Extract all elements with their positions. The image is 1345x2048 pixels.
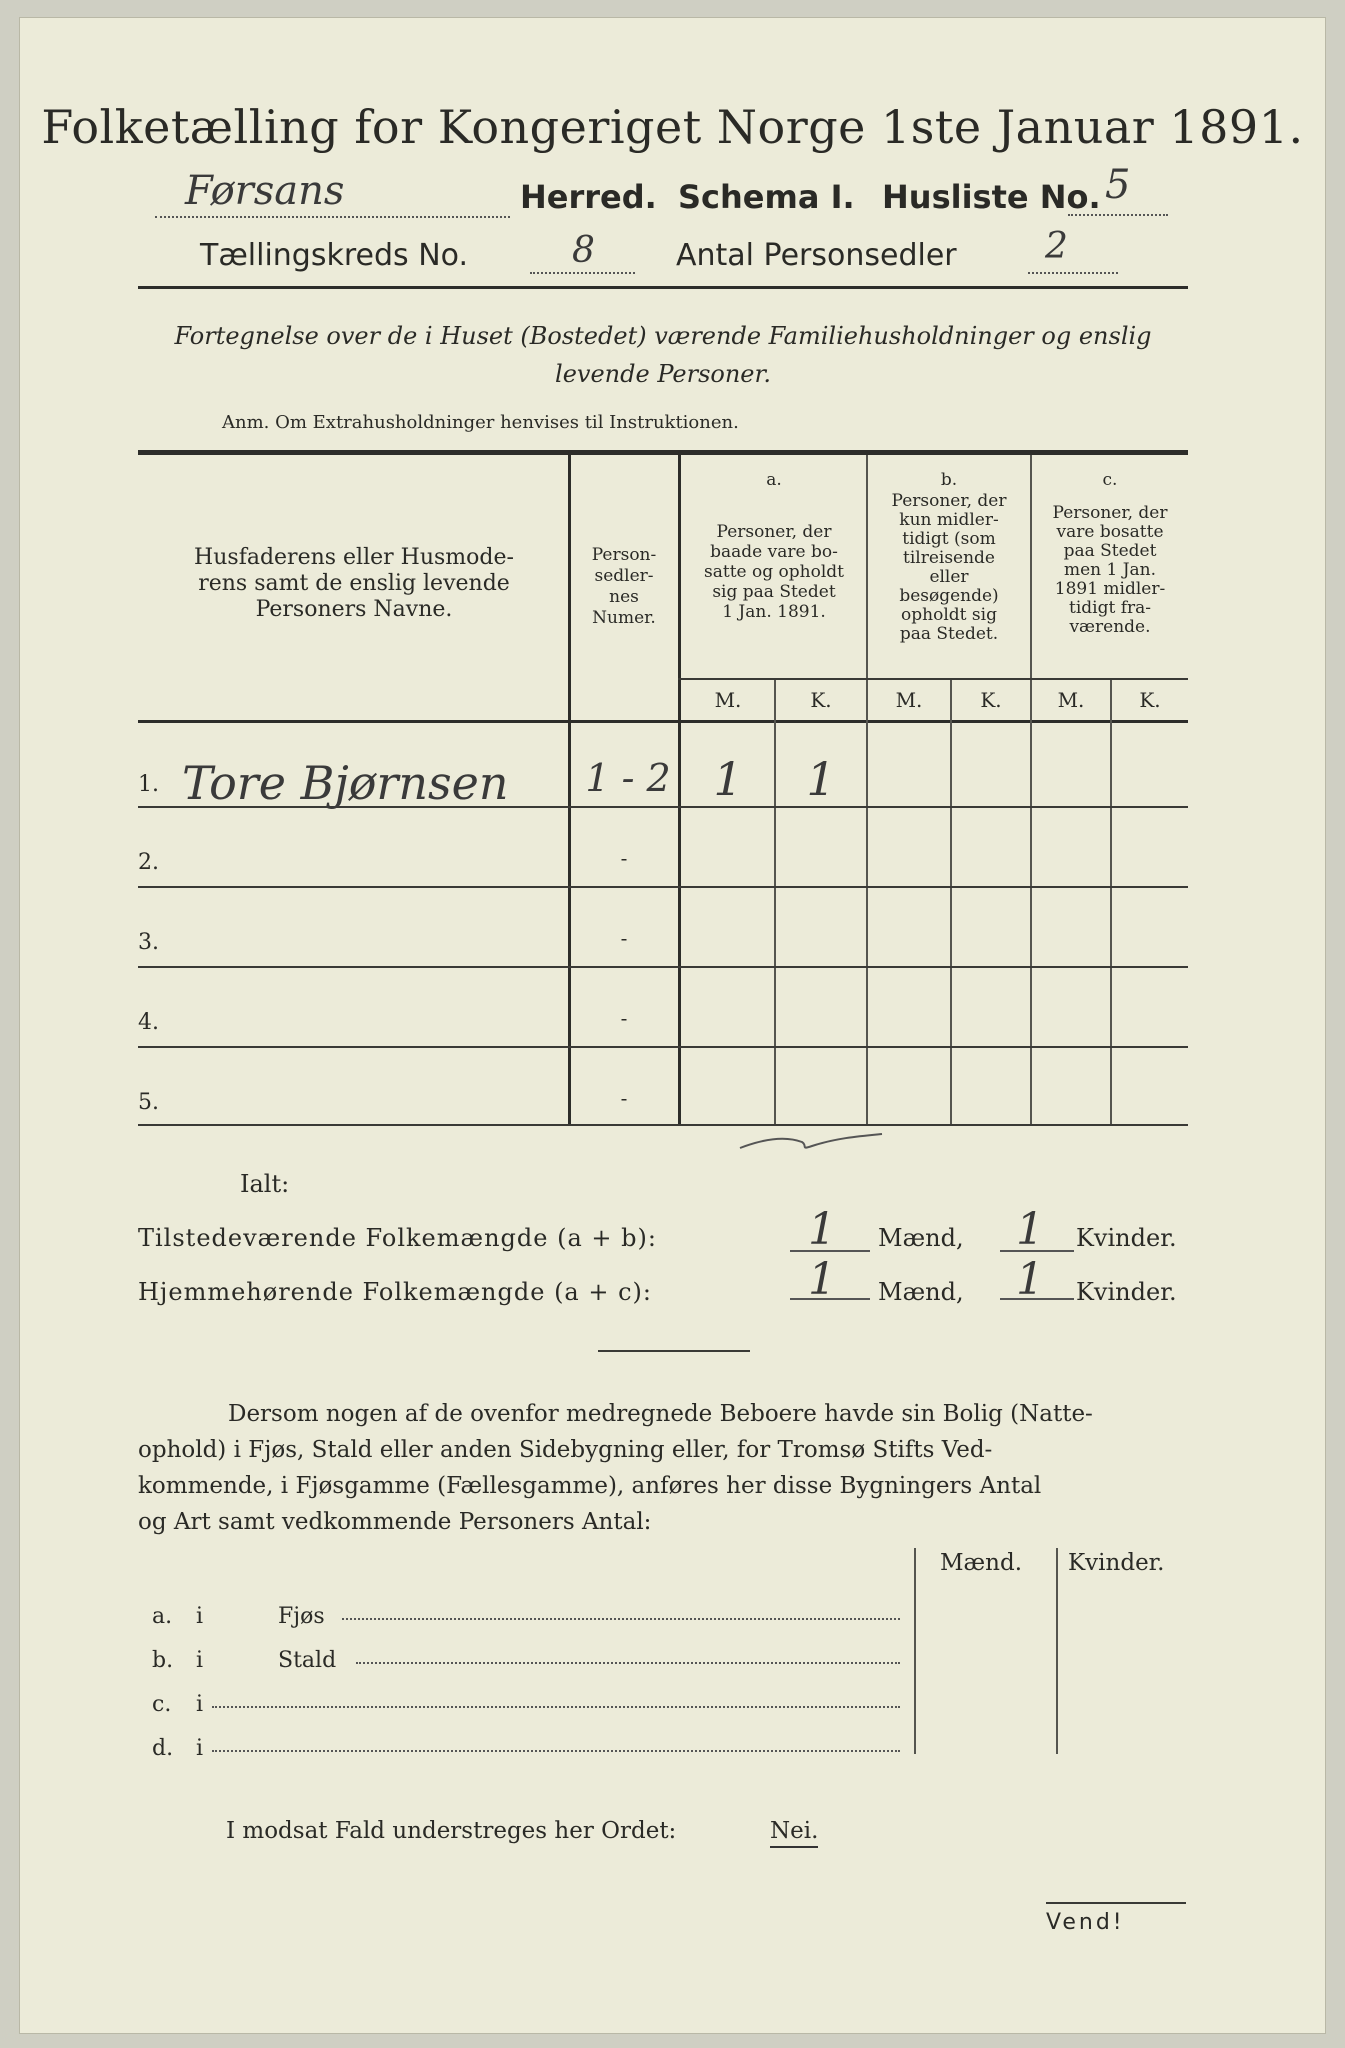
building-a-letter: a. [152, 1604, 173, 1629]
row-line-2 [138, 886, 1188, 888]
row-4-numer: - [620, 1006, 628, 1030]
table-bottom-rule [138, 1124, 1188, 1126]
tilstede-k-value: 1 [1016, 1204, 1044, 1255]
section-separator [598, 1350, 750, 1352]
husliste-value: 5 [1105, 162, 1131, 208]
hjemme-label: Hjemmehørende Folkemængde (a + c): [138, 1278, 652, 1306]
c-mk-divider [1110, 680, 1112, 1124]
col-divider-name [568, 455, 571, 1124]
row-1-numer: 1 - 2 [585, 756, 671, 800]
intro-line2: levende Personer. [555, 360, 771, 388]
b-mk-divider [950, 680, 952, 1124]
tilstede-label: Tilstedeværende Folkemængde (a + b): [138, 1224, 657, 1252]
anm-note: Anm. Om Extrahusholdninger henvises til Instruktionen. [222, 412, 739, 433]
hjemme-maend: Mænd, [878, 1278, 964, 1306]
kreds-label: Tællingskreds No. [200, 238, 468, 273]
building-a-dotline [342, 1618, 900, 1620]
buildings-maend-header: Mænd. [940, 1550, 1023, 1576]
mk-header-line [678, 678, 1188, 680]
building-d-i: i [196, 1736, 204, 1761]
vend-rule [1046, 1902, 1186, 1904]
row-5-numer: - [620, 1086, 628, 1110]
building-c-i: i [196, 1692, 204, 1717]
herred-label: Herred. [520, 178, 657, 216]
boligparagraph: Dersom nogen af de ovenfor medregnede Beboere havde sin Bolig (Natte- ophold) i Fjøs, Stald eller anden Sidebygning eller, for Tromsø Stifts Ved- kommende, i Fjøsgamme (Fællesgamme), anføres her disse Bygningers Antal og Art samt vedkommende Personers Antal: [138, 1401, 1093, 1535]
col-name-header: Husfaderens eller Husmode- rens samt de enslig levende Personers Navne. [194, 545, 514, 622]
building-a-label: Fjøs [278, 1604, 325, 1629]
hjemme-k-value: 1 [1016, 1254, 1044, 1305]
row-line-3 [138, 966, 1188, 968]
handwritten-mark [736, 1126, 886, 1156]
modsat-text: I modsat Fald understreges her Ordet: [226, 1818, 677, 1844]
row-1-a-k: 1 [806, 752, 836, 806]
schema-label: Schema I. [678, 178, 855, 216]
husliste-label: Husliste No. [882, 178, 1101, 216]
vend-text: Vend! [1046, 1910, 1125, 1935]
col-numer-header: Person- sedler- nes Numer. [591, 545, 657, 628]
row-1-name: Tore Bjørnsen [182, 756, 509, 810]
tilstede-maend: Mænd, [878, 1224, 964, 1252]
building-d-dotline [212, 1750, 900, 1752]
intro-line1: Fortegnelse over de i Huset (Bostedet) værende Familiehusholdninger og enslig [174, 322, 1152, 350]
tilstede-m-value: 1 [808, 1204, 836, 1255]
a-mk-divider [774, 680, 776, 1124]
building-a-i: i [196, 1604, 204, 1629]
kreds-value: 8 [572, 230, 595, 271]
row-3-numer: - [620, 926, 628, 950]
col-divider-numer [678, 455, 681, 1124]
building-d-letter: d. [152, 1736, 174, 1761]
c-k-label: K. [1139, 688, 1161, 712]
antal-label: Antal Personsedler [676, 238, 957, 273]
col-a-letter: a. [766, 470, 782, 490]
col-b-header: Personer, der kun midler- tidigt (som tilreisende eller besøgende) opholdt sig paa Stedet. [891, 491, 1007, 644]
hjemme-m-value: 1 [808, 1254, 836, 1305]
building-c-dotline [212, 1706, 900, 1708]
building-b-i: i [196, 1648, 204, 1673]
building-c-letter: c. [152, 1692, 172, 1717]
buildings-divider-1 [914, 1548, 916, 1754]
b-m-label: M. [895, 688, 923, 712]
buildings-kvinder-header: Kvinder. [1068, 1550, 1165, 1576]
form-title: Folketælling for Kongeriget Norge 1ste Januar 1891. [41, 100, 1304, 154]
hjemme-kvinder: Kvinder. [1076, 1278, 1177, 1306]
tilstede-kvinder: Kvinder. [1076, 1224, 1177, 1252]
nei-word: Nei. [770, 1818, 818, 1848]
col-c-letter: c. [1102, 470, 1118, 490]
row-5-number: 5. [138, 1090, 159, 1115]
row-4-number: 4. [138, 1010, 159, 1035]
building-b-letter: b. [152, 1648, 174, 1673]
c-m-label: M. [1057, 688, 1085, 712]
row-line-4 [138, 1046, 1188, 1048]
row-1-a-m: 1 [713, 752, 743, 806]
row-2-numer: - [620, 846, 628, 870]
col-c-header: Personer, der vare bosatte paa Stedet men 1 Jan. 1891 midler- tidigt fra- værende. [1052, 503, 1168, 637]
row-2-number: 2. [138, 850, 159, 875]
row-3-number: 3. [138, 930, 159, 955]
a-m-label: M. [714, 688, 742, 712]
building-b-label: Stald [278, 1648, 337, 1673]
col-a-header: Personer, der baade vare bo- satte og opholdt sig paa Stedet 1 Jan. 1891. [704, 522, 844, 622]
buildings-divider-2 [1056, 1548, 1058, 1754]
b-k-label: K. [980, 688, 1002, 712]
row-1-number: 1. [138, 772, 159, 797]
ialt-label: Ialt: [240, 1170, 290, 1198]
building-b-dotline [356, 1662, 900, 1664]
antal-value: 2 [1045, 226, 1068, 267]
herred-value: Førsans [185, 168, 345, 214]
a-k-label: K. [810, 688, 832, 712]
antal-dotline [1028, 252, 1118, 274]
col-b-letter: b. [940, 470, 958, 490]
header-rule [138, 286, 1188, 289]
